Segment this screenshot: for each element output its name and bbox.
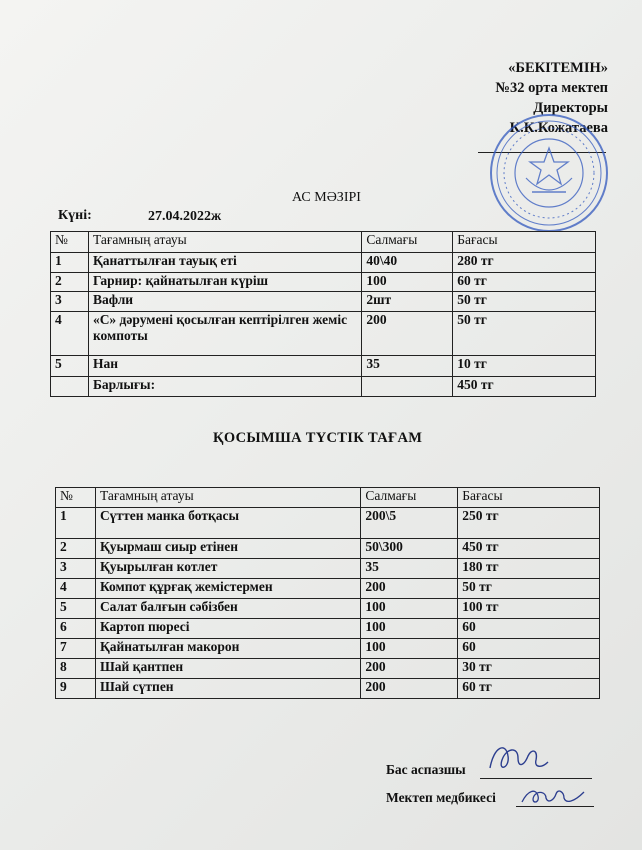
dish-price: 10 тг: [453, 356, 596, 377]
row-number: 9: [56, 679, 96, 699]
chef-signature-line: [480, 778, 592, 779]
dish-name: Қанаттылған тауық еті: [88, 253, 361, 273]
approval-name: К.К.Кожатаева: [509, 120, 608, 136]
dish-name: Компот құрғақ жемістермен: [95, 579, 360, 599]
dish-weight: 40\40: [362, 253, 453, 273]
dish-price: 100 тг: [458, 599, 600, 619]
dish-price: 60 тг: [453, 273, 596, 292]
dish-price: 50 тг: [453, 292, 596, 312]
approval-school: №32 орта мектеп: [495, 80, 608, 96]
chef-signature-icon: [484, 738, 554, 778]
table-row: [56, 579, 600, 599]
menu-title: АС МӘЗІРІ: [292, 190, 361, 205]
table-row: [51, 273, 596, 292]
row-number: 4: [56, 579, 96, 599]
row-number: 4: [51, 312, 89, 356]
column-header: Тағамның атауы: [88, 232, 361, 253]
row-number: 3: [51, 292, 89, 312]
dish-name: Қуырмаш сиыр етінен: [95, 539, 360, 559]
dish-price: 60: [458, 639, 600, 659]
dish-weight: 200\5: [361, 508, 458, 539]
column-header: Салмағы: [362, 232, 453, 253]
column-header: Салмағы: [361, 488, 458, 508]
row-number: 5: [56, 599, 96, 619]
dish-name: Вафли: [88, 292, 361, 312]
dish-weight: 35: [361, 559, 458, 579]
table-row: [51, 356, 596, 377]
dish-weight: 200: [362, 312, 453, 356]
column-header: Бағасы: [458, 488, 600, 508]
table-row: [56, 599, 600, 619]
dish-weight: 200: [361, 659, 458, 679]
chef-label: Бас аспазшы: [386, 762, 466, 777]
dish-price: 30 тг: [458, 659, 600, 679]
dish-price: 180 тг: [458, 559, 600, 579]
table-row: [56, 539, 600, 559]
dish-name: «С» дәрумені қосылған кептірілген жеміс компоты: [88, 312, 361, 356]
menu-table: [50, 231, 596, 397]
dish-name: Қуырылған котлет: [95, 559, 360, 579]
dish-weight: 100: [362, 273, 453, 292]
dish-name: Салат балғын сәбізбен: [95, 599, 360, 619]
nurse-signature-icon: [518, 780, 588, 810]
dish-weight: 50\300: [361, 539, 458, 559]
total-value: 450 тг: [453, 377, 596, 397]
dish-name: Гарнир: қайнатылған күріш: [88, 273, 361, 292]
extra-menu-table: [55, 487, 600, 699]
extra-menu-title: ҚОСЫМША ТҮСТІК ТАҒАМ: [213, 430, 423, 446]
dish-price: 450 тг: [458, 539, 600, 559]
dish-name: Нан: [88, 356, 361, 377]
dish-weight: 35: [362, 356, 453, 377]
date-label: Күні:: [58, 208, 92, 223]
dish-price: 60: [458, 619, 600, 639]
row-number: 8: [56, 659, 96, 679]
dish-price: 50 тг: [458, 579, 600, 599]
dish-price: 250 тг: [458, 508, 600, 539]
row-number: 3: [56, 559, 96, 579]
table-row: [51, 292, 596, 312]
row-number: 7: [56, 639, 96, 659]
column-header: №: [56, 488, 96, 508]
approval-position: Директоры: [533, 100, 608, 116]
dish-weight: 100: [361, 639, 458, 659]
row-number: 1: [56, 508, 96, 539]
dish-price: 50 тг: [453, 312, 596, 356]
table-row: [56, 508, 600, 539]
table-row: [51, 253, 596, 273]
table-row: [56, 679, 600, 699]
row-number: 2: [51, 273, 89, 292]
menu-table-header: [51, 232, 596, 253]
total-label: Барлығы:: [88, 377, 361, 397]
dish-name: Қайнатылған макорон: [95, 639, 360, 659]
dish-price: 60 тг: [458, 679, 600, 699]
column-header: №: [51, 232, 89, 253]
dish-weight: 2шт: [362, 292, 453, 312]
column-header: Бағасы: [453, 232, 596, 253]
dish-name: Шай қантпен: [95, 659, 360, 679]
table-row: [51, 312, 596, 356]
row-number: 2: [56, 539, 96, 559]
nurse-label: Мектеп медбикесі: [386, 790, 496, 805]
row-number: 6: [56, 619, 96, 639]
table-row: [56, 639, 600, 659]
dish-weight: 100: [361, 599, 458, 619]
total-row: [51, 377, 596, 397]
dish-weight: 100: [361, 619, 458, 639]
table-row: [56, 619, 600, 639]
dish-price: 280 тг: [453, 253, 596, 273]
extra-table-header: [56, 488, 600, 508]
date-value: 27.04.2022ж: [148, 209, 222, 224]
table-row: [56, 659, 600, 679]
row-number: 1: [51, 253, 89, 273]
column-header: Тағамның атауы: [95, 488, 360, 508]
dish-name: Сүттен манка ботқасы: [95, 508, 360, 539]
approval-heading: «БЕКІТЕМІН»: [508, 60, 608, 76]
row-number: 5: [51, 356, 89, 377]
dish-weight: 200: [361, 679, 458, 699]
table-row: [56, 559, 600, 579]
school-seal-icon: [488, 112, 610, 234]
dish-name: Картоп пюресі: [95, 619, 360, 639]
dish-name: Шай сүтпен: [95, 679, 360, 699]
dish-weight: 200: [361, 579, 458, 599]
